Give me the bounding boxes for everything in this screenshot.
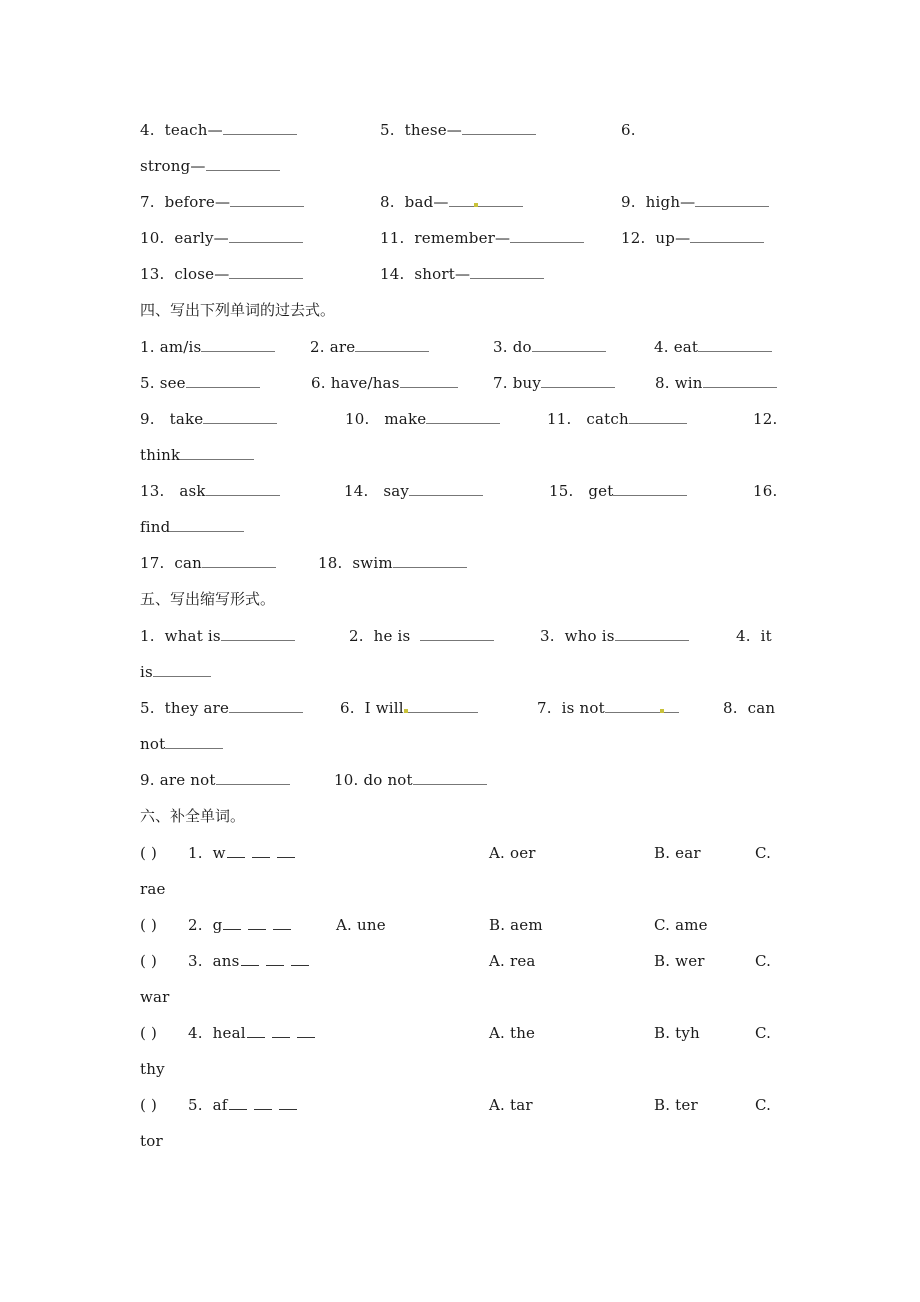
s5-item-4: 4. it — [736, 627, 772, 645]
s6-q3-option-c: C. — [755, 952, 772, 970]
s5-item-10: 10. do not — [334, 769, 487, 791]
s5-item-1: 1. what is — [140, 625, 295, 647]
s3-item-10: 10. early— — [140, 227, 303, 249]
s4-item-4: 4. eat — [654, 336, 772, 358]
s5-item-6: 6. I will — [340, 697, 478, 719]
answer-paren[interactable]: ( ) — [140, 1024, 158, 1042]
s6-q5-option-b: B. ter — [654, 1096, 698, 1114]
answer-blank[interactable] — [186, 373, 260, 388]
s6-q2-stem: 2. g — [188, 914, 292, 936]
answer-blank[interactable] — [223, 120, 297, 135]
s3-item-14: 14. short— — [380, 263, 544, 285]
s6-q1-option-b: B. ear — [654, 844, 701, 862]
s4-item-16: 16. — [753, 482, 778, 500]
answer-blank[interactable] — [629, 409, 687, 424]
s5-item-8: 8. can — [723, 699, 776, 717]
s6-q2-option-c: C. ame — [654, 916, 708, 934]
answer-blank[interactable] — [203, 409, 277, 424]
section-5-heading: 五、写出缩写形式。 — [140, 590, 276, 608]
answer-blank[interactable] — [153, 662, 211, 677]
s4-item-16-wrap: find — [140, 516, 244, 538]
s6-q2-option-a: A. une — [336, 916, 386, 934]
answer-blank[interactable] — [355, 337, 429, 352]
answer-blank[interactable] — [690, 228, 764, 243]
answer-blank[interactable] — [449, 192, 523, 207]
s4-item-15: 15. get — [549, 480, 687, 502]
s4-item-18: 18. swim — [318, 552, 467, 574]
s5-item-8-wrap: not — [140, 733, 223, 755]
answer-blank[interactable] — [510, 228, 584, 243]
s3-item-4: 4. teach— — [140, 119, 297, 141]
s4-item-2: 2. are — [310, 336, 429, 358]
s4-item-6: 6. have/has — [311, 372, 458, 394]
section-6-heading: 六、补全单词。 — [140, 807, 246, 825]
s4-item-5: 5. see — [140, 372, 260, 394]
s4-item-12-wrap: think — [140, 444, 254, 466]
s6-q3-option-c-text: war — [140, 988, 170, 1006]
s3-item-5: 5. these— — [380, 119, 536, 141]
answer-blank[interactable] — [426, 409, 500, 424]
highlight-marker — [474, 203, 478, 207]
answer-blank[interactable] — [420, 626, 494, 641]
s3-item-7: 7. before— — [140, 191, 304, 213]
s6-q5-option-a: A. tar — [489, 1096, 533, 1114]
s6-q1-option-a: A. oer — [489, 844, 536, 862]
s6-q4-option-c-text: thy — [140, 1060, 165, 1078]
answer-blank[interactable] — [462, 120, 536, 135]
s6-q2-option-b: B. aem — [489, 916, 543, 934]
s4-item-8: 8. win — [655, 372, 777, 394]
answer-blank[interactable] — [613, 481, 687, 496]
answer-blank[interactable] — [605, 698, 679, 713]
answer-blank[interactable] — [541, 373, 615, 388]
s6-q5-option-c: C. — [755, 1096, 772, 1114]
answer-paren[interactable]: ( ) — [140, 916, 158, 934]
s4-item-11: 11. catch — [547, 408, 687, 430]
answer-blank[interactable] — [216, 770, 290, 785]
answer-paren[interactable]: ( ) — [140, 1096, 158, 1114]
s4-item-12: 12. — [753, 410, 778, 428]
s3-item-6: 6. — [621, 121, 636, 139]
s3-item-8: 8. bad— — [380, 191, 523, 213]
answer-blank[interactable] — [221, 626, 295, 641]
highlight-marker — [660, 709, 664, 713]
answer-blank[interactable] — [230, 192, 304, 207]
s5-item-9: 9. are not — [140, 769, 290, 791]
s6-q4-stem: 4. heal — [188, 1022, 316, 1044]
s6-q3-stem: 3. ans — [188, 950, 310, 972]
answer-blank[interactable] — [413, 770, 487, 785]
s6-q1-option-c: C. — [755, 844, 772, 862]
s3-item-12: 12. up— — [621, 227, 764, 249]
s6-q3-option-a: A. rea — [489, 952, 536, 970]
s4-item-9: 9. take — [140, 408, 277, 430]
s4-item-3: 3. do — [493, 336, 606, 358]
s3-item-13: 13. close— — [140, 263, 303, 285]
s4-item-13: 13. ask — [140, 480, 280, 502]
s6-q3-option-b: B. wer — [654, 952, 705, 970]
answer-paren[interactable]: ( ) — [140, 844, 158, 862]
answer-blank[interactable] — [165, 734, 223, 749]
answer-blank[interactable] — [698, 337, 772, 352]
s3-item-9: 9. high— — [621, 191, 769, 213]
s4-item-10: 10. make — [345, 408, 500, 430]
s4-item-14: 14. say — [344, 480, 483, 502]
s5-item-2: 2. he is — [349, 625, 494, 647]
answer-blank[interactable] — [229, 264, 303, 279]
s6-q5-option-c-text: tor — [140, 1132, 163, 1150]
answer-blank[interactable] — [409, 481, 483, 496]
answer-blank[interactable] — [400, 373, 458, 388]
s6-q1-option-c-text: rae — [140, 880, 166, 898]
answer-blank[interactable] — [393, 553, 467, 568]
answer-blank[interactable] — [170, 517, 244, 532]
s5-item-7: 7. is not — [537, 697, 679, 719]
highlight-marker — [404, 709, 408, 713]
s4-item-1: 1. am/is — [140, 336, 275, 358]
answer-blank[interactable] — [404, 698, 478, 713]
answer-blank[interactable] — [229, 698, 303, 713]
s6-q4-option-a: A. the — [489, 1024, 536, 1042]
s4-item-7: 7. buy — [493, 372, 615, 394]
answer-blank[interactable] — [206, 481, 280, 496]
answer-blank[interactable] — [695, 192, 769, 207]
answer-blank[interactable] — [229, 228, 303, 243]
answer-paren[interactable]: ( ) — [140, 952, 158, 970]
answer-blank[interactable] — [202, 553, 276, 568]
s3-item-6-wrap: strong— — [140, 155, 280, 177]
s5-item-3: 3. who is — [540, 625, 689, 647]
s5-item-5: 5. they are — [140, 697, 303, 719]
s3-item-11: 11. remember— — [380, 227, 584, 249]
answer-blank[interactable] — [201, 337, 275, 352]
answer-blank[interactable] — [532, 337, 606, 352]
answer-blank[interactable] — [703, 373, 777, 388]
answer-blank[interactable] — [180, 445, 254, 460]
s6-q4-option-b: B. tyh — [654, 1024, 700, 1042]
section-4-heading: 四、写出下列单词的过去式。 — [140, 301, 336, 319]
s5-item-4-wrap: is — [140, 661, 211, 683]
s6-q4-option-c: C. — [755, 1024, 772, 1042]
s6-q1-stem: 1. w — [188, 842, 296, 864]
answer-blank[interactable] — [470, 264, 544, 279]
s6-q5-stem: 5. af — [188, 1094, 298, 1116]
answer-blank[interactable] — [206, 156, 280, 171]
s4-item-17: 17. can — [140, 552, 276, 574]
answer-blank[interactable] — [615, 626, 689, 641]
